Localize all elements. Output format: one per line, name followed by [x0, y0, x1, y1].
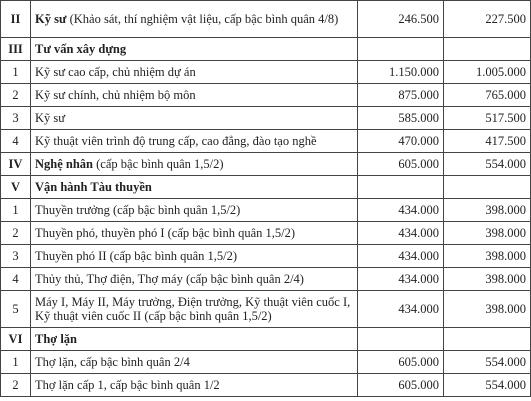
table-row	[1, 291, 531, 328]
row-index: 4	[1, 130, 31, 153]
row-text: Kỹ sư	[35, 111, 66, 125]
row-index: 5	[1, 291, 31, 328]
table-row	[1, 153, 531, 176]
row-description	[31, 84, 358, 107]
value-col-1	[358, 38, 444, 61]
row-index: IV	[1, 153, 31, 176]
row-text: Thuyền trưởng (cấp bậc bình quân 1,5/2)	[35, 203, 241, 217]
value-col-2: 398.000	[444, 245, 531, 268]
row-index: 3	[1, 107, 31, 130]
row-text: (cấp bậc bình quân 1,5/2)	[93, 157, 224, 171]
row-index: 1	[1, 199, 31, 222]
table-row	[1, 84, 531, 107]
row-title: Thợ lặn	[35, 332, 78, 346]
value-col-2: 398.000	[444, 222, 531, 245]
value-col-2: 417.500	[444, 130, 531, 153]
value-col-2: 398.000	[444, 199, 531, 222]
row-description	[31, 153, 358, 176]
row-text: Thợ lặn, cấp bậc bình quân 2/4	[35, 355, 190, 369]
row-description	[31, 38, 358, 61]
row-description	[31, 351, 358, 374]
row-text: Máy I, Máy II, Máy trưởng, Điện trưởng, Kỹ thuật viên cuốc I, Kỹ thuật viên cuốc II (cấp bậc bình quân 1,5/2)	[35, 295, 351, 323]
row-text: Thuyền phó II (cấp bậc bình quân 1,5/2)	[35, 249, 238, 263]
wage-table-body	[1, 1, 531, 397]
value-col-2	[444, 328, 531, 351]
row-text: Thợ lặn cấp 1, cấp bậc bình quân 1/2	[35, 378, 220, 392]
table-row	[1, 222, 531, 245]
value-col-2: 398.000	[444, 291, 531, 328]
value-col-2: 1.005.000	[444, 61, 531, 84]
row-description	[31, 328, 358, 351]
value-col-1	[358, 176, 444, 199]
value-col-2: 554.000	[444, 374, 531, 397]
value-col-1: 434.000	[358, 199, 444, 222]
row-title: Vận hành Tàu thuyền	[35, 180, 152, 194]
row-index: VI	[1, 328, 31, 351]
table-row	[1, 374, 531, 397]
value-col-1: 605.000	[358, 153, 444, 176]
row-text: Thuyền phó, thuyền phó I (cấp bậc bình quân 1,5/2)	[35, 226, 296, 240]
value-col-1: 470.000	[358, 130, 444, 153]
value-col-1: 434.000	[358, 268, 444, 291]
row-index: V	[1, 176, 31, 199]
row-index: 4	[1, 268, 31, 291]
row-text: Kỹ thuật viên trình độ trung cấp, cao đẳng, đào tạo nghề	[35, 134, 317, 148]
value-col-1: 434.000	[358, 222, 444, 245]
table-row	[1, 130, 531, 153]
row-description	[31, 222, 358, 245]
value-col-1: 605.000	[358, 351, 444, 374]
value-col-1: 246.500	[358, 1, 444, 38]
value-col-1: 875.000	[358, 84, 444, 107]
row-text: Kỹ sư chính, chủ nhiệm bộ môn	[35, 88, 196, 102]
table-row	[1, 61, 531, 84]
value-col-2	[444, 38, 531, 61]
row-description	[31, 374, 358, 397]
row-text: Thủy thủ, Thợ điện, Thợ máy (cấp bậc bình quân 2/4)	[35, 272, 304, 286]
table-row	[1, 351, 531, 374]
value-col-2: 398.000	[444, 268, 531, 291]
value-col-2: 554.000	[444, 351, 531, 374]
value-col-2: 227.500	[444, 1, 531, 38]
row-index: 2	[1, 222, 31, 245]
table-row	[1, 199, 531, 222]
row-description	[31, 130, 358, 153]
row-text: Kỹ sư cao cấp, chủ nhiệm dự án	[35, 65, 196, 79]
row-title: Nghệ nhân	[35, 157, 94, 171]
value-col-2	[444, 176, 531, 199]
row-index: 3	[1, 245, 31, 268]
row-description	[31, 245, 358, 268]
row-index: 2	[1, 84, 31, 107]
value-col-2: 765.000	[444, 84, 531, 107]
table-row	[1, 107, 531, 130]
row-description	[31, 176, 358, 199]
row-description	[31, 268, 358, 291]
value-col-2: 517.500	[444, 107, 531, 130]
value-col-2: 554.000	[444, 153, 531, 176]
value-col-1: 1.150.000	[358, 61, 444, 84]
table-row	[1, 245, 531, 268]
row-index: 2	[1, 374, 31, 397]
row-description	[31, 1, 358, 38]
row-title: Kỹ sư	[35, 12, 67, 26]
value-col-1: 434.000	[358, 291, 444, 328]
value-col-1: 434.000	[358, 245, 444, 268]
row-index: III	[1, 38, 31, 61]
row-index: II	[1, 1, 31, 38]
row-index: 1	[1, 351, 31, 374]
section-row	[1, 38, 531, 61]
value-col-1: 605.000	[358, 374, 444, 397]
row-description	[31, 199, 358, 222]
value-col-1	[358, 328, 444, 351]
row-index: 1	[1, 61, 31, 84]
row-description	[31, 291, 358, 328]
table-row	[1, 268, 531, 291]
section-row	[1, 328, 531, 351]
value-col-1: 585.000	[358, 107, 444, 130]
row-title: Tư vấn xây dựng	[35, 42, 127, 56]
row-description	[31, 107, 358, 130]
table-row	[1, 1, 531, 38]
row-description	[31, 61, 358, 84]
section-row	[1, 176, 531, 199]
row-text: (Khảo sát, thí nghiệm vật liệu, cấp bậc bình quân 4/8)	[66, 12, 339, 26]
